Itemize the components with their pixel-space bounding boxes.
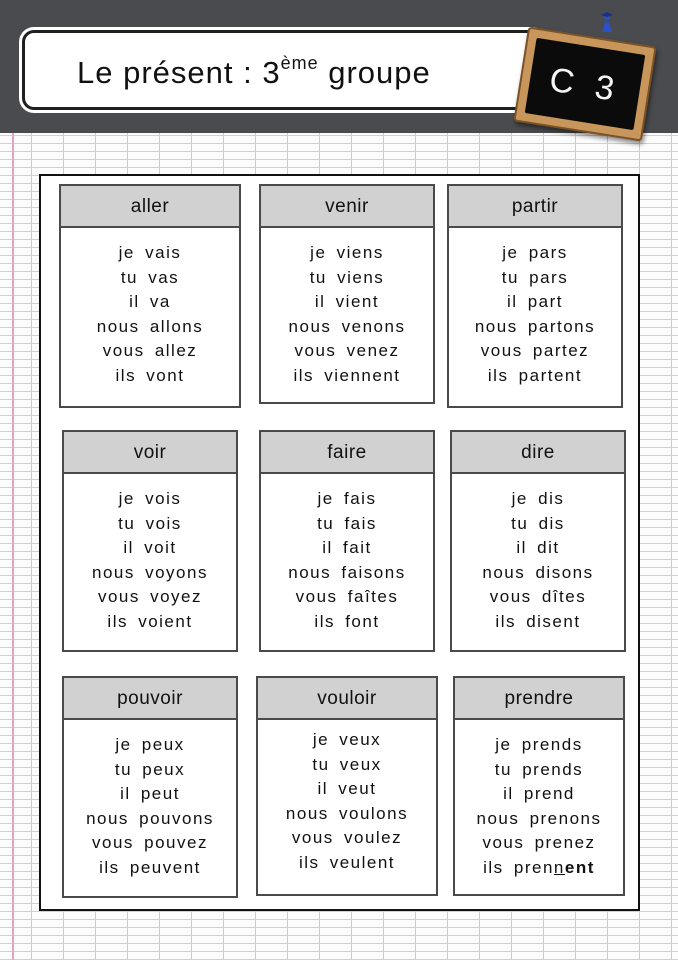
verb-card-vouloir: [256, 676, 438, 896]
conjugation-list: [261, 228, 433, 389]
conjugation-list: [64, 720, 236, 881]
conjugation-line: je prends: [495, 735, 583, 754]
conjugation-line: vous dîtes: [489, 587, 587, 607]
conjugation-line: il dit: [516, 538, 560, 558]
conjugation-list: [449, 228, 621, 389]
header-band: [0, 0, 678, 133]
conjugation-line: ils voient: [107, 611, 193, 631]
conjugation-line: ils peuvent: [99, 857, 201, 877]
conjugation-line: tu fais: [317, 513, 377, 533]
conjugation-line: il vient: [314, 292, 380, 312]
conjugation-line: il veut: [317, 779, 377, 799]
page-title: [77, 53, 431, 91]
level-badge-text: C 3: [525, 38, 646, 130]
verb-card-pouvoir: [62, 676, 238, 898]
conjugation-list: [64, 474, 236, 635]
conjugation-line: tu vas: [120, 267, 180, 287]
conjugation-line: ils partent: [487, 365, 583, 385]
conjugation-line: je vais: [118, 243, 182, 262]
conjugation-line: je vois: [118, 489, 182, 508]
verb-card-partir: [447, 184, 623, 408]
verb-heading: pouvoir: [64, 678, 236, 720]
verb-card-prendre: [453, 676, 625, 896]
verb-card-aller: [59, 184, 241, 408]
conjugation-list: [61, 228, 239, 389]
conjugation-line-highlighted: [455, 856, 623, 881]
conjugation-line: nous prenons: [476, 808, 602, 828]
conjugation-list: [258, 720, 436, 876]
conjugation-line: ils vont: [115, 365, 185, 385]
title-box: [22, 30, 544, 110]
conjugation-line: je pars: [502, 243, 568, 262]
conjugation-list: [452, 474, 624, 635]
level-badge: [513, 26, 656, 141]
conjugation-line: ils disent: [495, 611, 581, 631]
conjugation-line: tu prends: [494, 759, 584, 779]
conjugation-line: tu dis: [511, 513, 565, 533]
verb-heading: venir: [261, 186, 433, 228]
verb-heading: vouloir: [258, 678, 436, 720]
conjugation-line: il peut: [120, 784, 180, 804]
conjugation-line: vous venez: [294, 341, 400, 361]
verb-heading: voir: [64, 432, 236, 474]
verb-heading: dire: [452, 432, 624, 474]
conjugation-line: je viens: [310, 243, 384, 262]
verb-stem: pren: [513, 857, 554, 877]
conjugation-line: il va: [129, 292, 171, 312]
conjugation-line: tu pars: [501, 267, 569, 287]
verb-heading: aller: [61, 186, 239, 228]
conjugation-list: [261, 474, 433, 635]
conjugation-line: il prend: [503, 784, 575, 804]
conjugation-line: tu veux: [312, 754, 382, 774]
conjugation-line: ils viennent: [293, 365, 401, 385]
notebook-margin-line: [12, 133, 14, 960]
conjugation-line: tu vois: [118, 513, 182, 533]
verb-ending: ent: [564, 857, 595, 877]
title-rest: groupe: [318, 55, 431, 90]
conjugation-line: je veux: [312, 730, 382, 749]
conjugation-line: nous venons: [288, 316, 406, 336]
conjugation-frame: [39, 174, 640, 911]
graduation-figure-icon: [597, 12, 617, 34]
conjugation-line: vous voulez: [291, 828, 403, 848]
conjugation-line: nous allons: [96, 316, 204, 336]
conjugation-line: nous partons: [474, 316, 596, 336]
conjugation-line: tu viens: [309, 267, 385, 287]
conjugation-line: vous voyez: [97, 587, 203, 607]
conjugation-line: il part: [506, 292, 564, 312]
conjugation-line: vous faîtes: [295, 587, 399, 607]
verb-heading: prendre: [455, 678, 623, 720]
conjugation-line: nous pouvons: [86, 808, 214, 828]
conjugation-line: je dis: [511, 489, 565, 508]
conjugation-line: nous voulons: [285, 803, 409, 823]
conjugation-line: vous allez: [102, 341, 198, 361]
conjugation-line: il fait: [322, 538, 372, 558]
title-main: Le présent : 3: [77, 55, 281, 90]
verb-card-voir: [62, 430, 238, 652]
conjugation-line: ils veulent: [298, 852, 396, 872]
conjugation-line: il voit: [123, 538, 177, 558]
verb-card-dire: [450, 430, 626, 652]
verb-heading: partir: [449, 186, 621, 228]
verb-heading: faire: [261, 432, 433, 474]
conjugation-line: nous disons: [482, 562, 594, 582]
conjugation-line: nous faisons: [288, 562, 406, 582]
verb-card-faire: [259, 430, 435, 652]
conjugation-line: ils font: [314, 611, 380, 631]
conjugation-line: nous voyons: [92, 562, 208, 582]
conjugation-line: vous partez: [480, 341, 590, 361]
conjugation-line: je fais: [317, 489, 377, 508]
title-superscript: ème: [280, 53, 319, 73]
verb-card-venir: [259, 184, 435, 404]
conjugation-line: je peux: [115, 735, 185, 754]
conjugation-list: [455, 720, 623, 881]
conjugation-line: vous prenez: [482, 833, 596, 853]
pronoun: ils: [483, 857, 514, 877]
conjugation-line: tu peux: [114, 759, 186, 779]
conjugation-line: vous pouvez: [92, 833, 208, 853]
doubled-consonant: n: [553, 857, 565, 877]
